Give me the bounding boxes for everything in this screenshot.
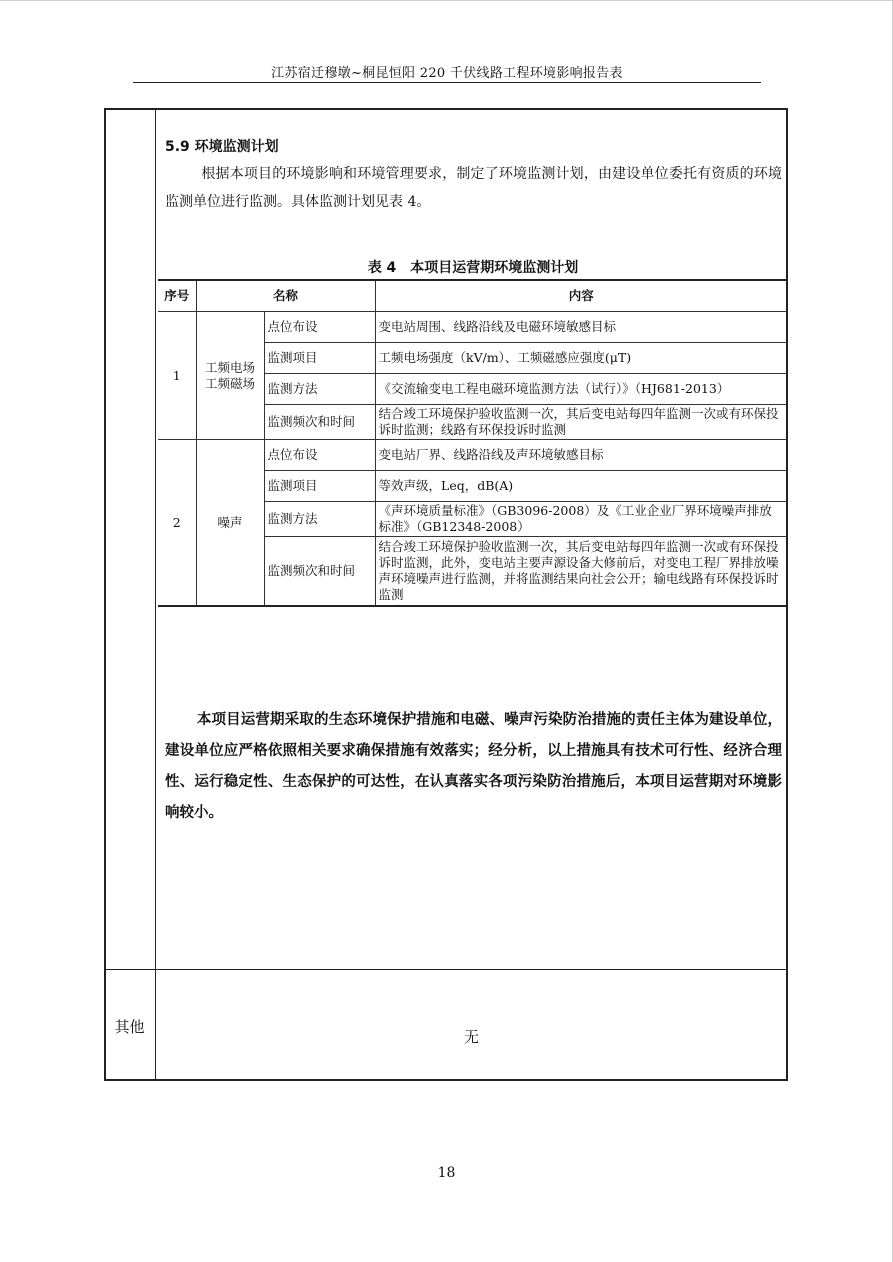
content-cell: 结合竣工环境保护验收监测一次，其后变电站每四年监测一次或有环保投诉时监测；线路有环保投诉时监测	[375, 405, 787, 440]
item-cell: 监测项目	[264, 471, 375, 502]
header-name: 名称	[196, 280, 375, 312]
content-cell: 变电站厂界、线路沿线及声环境敏感目标	[375, 440, 787, 471]
item-cell: 监测方法	[264, 374, 375, 405]
content-cell: 工频电场强度（kV/m）、工频磁感应强度(μT)	[375, 343, 787, 374]
content-cell: 《交流输变电工程电磁环境监测方法（试行）》（HJ681-2013）	[375, 374, 787, 405]
page-edge-top	[0, 0, 893, 1]
group-seq-cell: 2	[158, 440, 196, 607]
page-number: 18	[437, 1165, 456, 1181]
table-row	[158, 440, 787, 471]
item-cell: 点位布设	[264, 312, 375, 343]
item-cell: 监测频次和时间	[264, 405, 375, 440]
content-cell: 等效声级，Leq，dB(A)	[375, 471, 787, 502]
content-cell: 变电站周围、线路沿线及电磁环境敏感目标	[375, 312, 787, 343]
item-cell: 监测项目	[264, 343, 375, 374]
item-cell: 点位布设	[264, 440, 375, 471]
group-seq-cell: 1	[158, 312, 196, 440]
monitoring-plan-table	[158, 279, 787, 607]
other-row-value: 无	[463, 1028, 479, 1046]
section-intro-paragraph: 根据本项目的环境影响和环境管理要求，制定了环境监测计划，由建设单位委托有资质的环境监测单位进行监测。具体监测计划见表 4。	[165, 166, 782, 210]
group-name-cell: 噪声	[196, 440, 264, 607]
document-header-title: 江苏宿迁穆墩~桐昆恒阳 220 千伏线路工程环境影响报告表	[271, 66, 623, 81]
group-name-cell: 工频电场工频磁场	[196, 312, 264, 440]
section-heading: 5.9 环境监测计划	[165, 139, 279, 155]
header-content: 内容	[375, 280, 787, 312]
header-rule	[133, 82, 761, 83]
other-row-divider	[104, 969, 788, 970]
label-column-divider	[155, 108, 156, 1081]
table-row	[158, 312, 787, 343]
content-cell: 《声环境质量标准》（GB3096-2008）及《工业企业厂界环境噪声排放标准》（GB12348-2008）	[375, 502, 787, 537]
other-row-label: 其他	[114, 1018, 145, 1036]
header-seq: 序号	[158, 280, 196, 312]
table-caption: 表 4 本项目运营期环境监测计划	[367, 260, 579, 276]
content-cell: 结合竣工环境保护验收监测一次，其后变电站每四年监测一次或有环保投诉时监测，此外，变电站主要声源设备大修前后，对变电工程厂界排放噪声环境噪声进行监测，并将监测结果向社会公开；输电线路有环保投诉时监测	[375, 537, 787, 607]
table-header-row	[158, 280, 787, 312]
conclusion-paragraph: 本项目运营期采取的生态环境保护措施和电磁、噪声污染防治措施的责任主体为建设单位，建设单位应严格依照相关要求确保措施有效落实；经分析，以上措施具有技术可行性、经济合理性、运行稳定性、生态保护的可达性，在认真落实各项污染防治措施后，本项目运营期对环境影响较小。	[165, 712, 782, 821]
item-cell: 监测方法	[264, 502, 375, 537]
item-cell: 监测频次和时间	[264, 537, 375, 607]
